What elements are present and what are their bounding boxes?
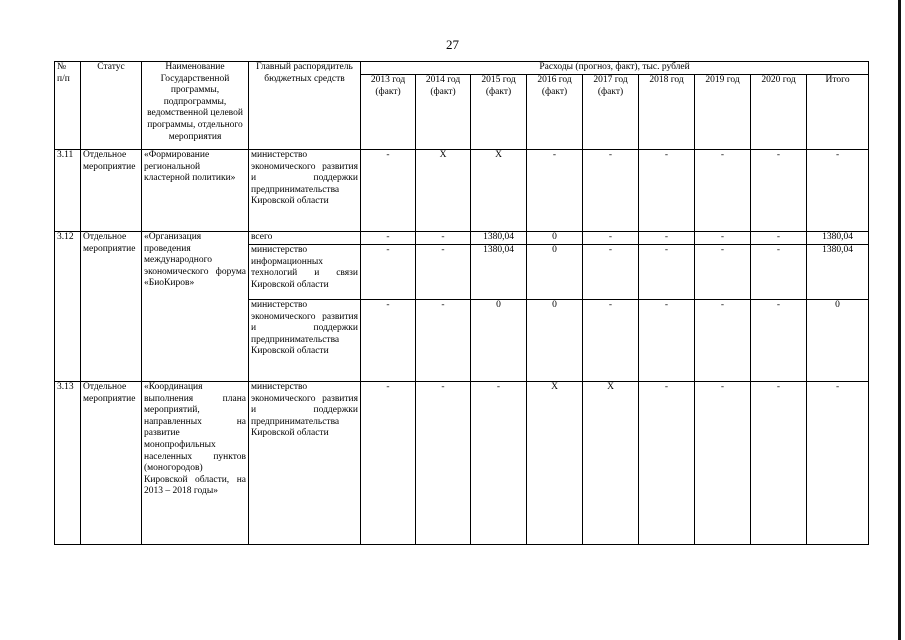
cell-2020: -	[751, 232, 807, 245]
cell-2014: -	[416, 382, 471, 545]
cell-total: -	[807, 382, 869, 545]
cell-2014: -	[416, 232, 471, 245]
header-program-name: Наименование Государственной программы, подпрограммы, ведомственной целевой программы, отдельного мероприятия	[142, 62, 249, 150]
cell-2017: X	[583, 382, 639, 545]
cell-2016: 0	[527, 245, 583, 300]
cell-2018: -	[639, 382, 695, 545]
row-budget-manager: министерство экономического развития и поддержки предпринимательства Кировской области	[249, 150, 361, 232]
cell-total: 0	[807, 300, 869, 382]
cell-2016: X	[527, 382, 583, 545]
header-number: № п/п	[55, 62, 81, 150]
cell-total: 1380,04	[807, 232, 869, 245]
header-expenses: Расходы (прогноз, факт), тыс. рублей	[361, 62, 869, 75]
row-status: Отдельное мероприятие	[81, 150, 142, 232]
cell-total: 1380,04	[807, 245, 869, 300]
header-budget-manager: Главный распорядитель бюджетных средств	[249, 62, 361, 150]
cell-2018: -	[639, 150, 695, 232]
cell-2017: -	[583, 150, 639, 232]
cell-2017: -	[583, 232, 639, 245]
cell-2017: -	[583, 245, 639, 300]
row-budget-manager: министерство экономического развития и поддержки предпринимательства Кировской области	[249, 382, 361, 545]
cell-2019: -	[695, 382, 751, 545]
cell-2016: -	[527, 150, 583, 232]
cell-2017: -	[583, 300, 639, 382]
cell-2015: X	[471, 150, 527, 232]
cell-2013: -	[361, 245, 416, 300]
table-row	[55, 150, 869, 232]
row-status: Отдельное мероприятие	[81, 382, 142, 545]
header-year-2015: 2015 год (факт)	[471, 75, 527, 150]
cell-2020: -	[751, 382, 807, 545]
header-year-2019: 2019 год	[695, 75, 751, 150]
cell-2013: -	[361, 382, 416, 545]
cell-2016: 0	[527, 232, 583, 245]
header-year-2018: 2018 год	[639, 75, 695, 150]
cell-2018: -	[639, 300, 695, 382]
cell-2013: -	[361, 150, 416, 232]
cell-total: -	[807, 150, 869, 232]
row-number: 3.12	[55, 232, 81, 382]
cell-2014: -	[416, 300, 471, 382]
expenses-table	[54, 61, 869, 545]
cell-2013: -	[361, 300, 416, 382]
cell-2015: 1380,04	[471, 245, 527, 300]
header-year-2016: 2016 год (факт)	[527, 75, 583, 150]
header-total: Итого	[807, 75, 869, 150]
row-program-name: «Координация выполнения плана мероприятий, направленных на развитие монопрофильных населенных пунктов (моногородов) Кировской области, на 2013 – 2018 годы»	[142, 382, 249, 545]
table-row	[55, 232, 869, 245]
header-year-2014: 2014 год (факт)	[416, 75, 471, 150]
cell-2014: X	[416, 150, 471, 232]
header-year-2017: 2017 год (факт)	[583, 75, 639, 150]
row-number: 3.11	[55, 150, 81, 232]
cell-2014: -	[416, 245, 471, 300]
cell-2018: -	[639, 232, 695, 245]
header-year-2020: 2020 год	[751, 75, 807, 150]
cell-2013: -	[361, 232, 416, 245]
header-year-2013: 2013 год (факт)	[361, 75, 416, 150]
cell-2018: -	[639, 245, 695, 300]
cell-2020: -	[751, 150, 807, 232]
row-budget-manager: министерство экономического развития и поддержки предпринимательства Кировской области	[249, 300, 361, 382]
cell-2016: 0	[527, 300, 583, 382]
scan-edge-bar	[898, 0, 901, 640]
cell-2015: 0	[471, 300, 527, 382]
cell-2019: -	[695, 232, 751, 245]
cell-2020: -	[751, 245, 807, 300]
cell-2019: -	[695, 245, 751, 300]
row-number: 3.13	[55, 382, 81, 545]
row-budget-manager: министерство информационных технологий и связи Кировской области	[249, 245, 361, 300]
cell-2019: -	[695, 150, 751, 232]
cell-2015: -	[471, 382, 527, 545]
cell-2019: -	[695, 300, 751, 382]
cell-2020: -	[751, 300, 807, 382]
row-budget-manager: всего	[249, 232, 361, 245]
cell-2015: 1380,04	[471, 232, 527, 245]
row-program-name: «Организация проведения международного экономического форума «БиоКиров»	[142, 232, 249, 382]
page-number: 27	[446, 37, 459, 52]
table-row	[55, 382, 869, 545]
row-status: Отдельное мероприятие	[81, 232, 142, 382]
row-program-name: «Формирование региональной кластерной политики»	[142, 150, 249, 232]
header-status: Статус	[81, 62, 142, 150]
